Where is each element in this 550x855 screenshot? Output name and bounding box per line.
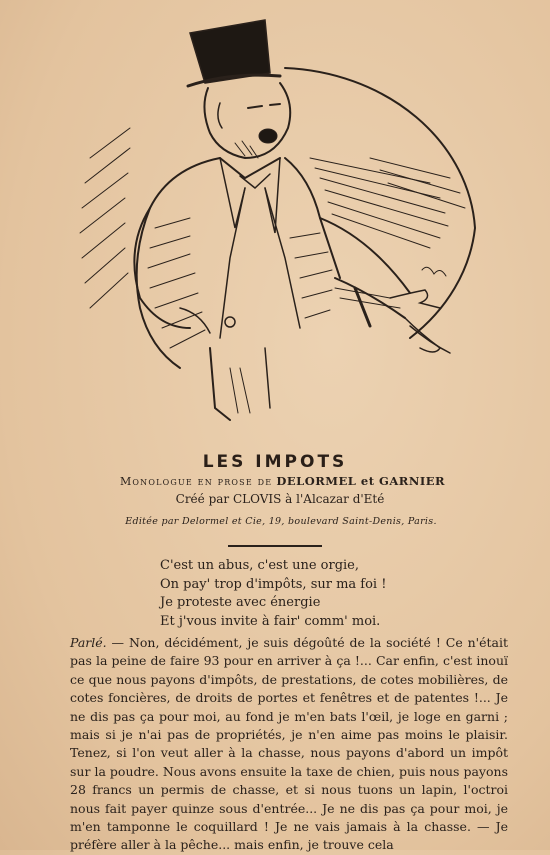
singer-illustration [70, 8, 490, 438]
prose-paragraph [70, 634, 508, 855]
verse-line: Je proteste avec énergie [160, 595, 321, 610]
verse-line: C'est un abus, c'est une orgie, [160, 558, 359, 573]
publisher-line: Editée par Delormel et Cie, 19, boulevard Saint-Denis, Paris. [125, 516, 437, 527]
subtitle-authors: DELORMEL et GARNIER [276, 474, 446, 488]
prose-text: — Non, décidément, je suis dégoûté de la société ! Ce n'était pas la peine de faire 93 pour en arriver à ça !... Car enfin, c'est inouï ce que nous payons d'impôts, de prestations, de cotes mobilières, de cotes foncières, de droits de portes et fenêtres et de patentes !... Je ne dis pas ça pour moi, au fond je m'en bats l'œil, je loge en garni ; mais si je n'ai pas de propriétés, je n'en aime pas moins le plaisir. Tenez, si l'on veut aller à la chasse, nous payons d'abord un impôt sur la poudre. Nous avons ensuite la taxe de chien, puis nous payons 28 francs un permis de chasse, et si nous tuons un lapin, l'octroi nous fait payer quinze sous d'entrée... Je ne dis pas ça pour moi, je m'en tamponne le coquillard ! Je ne vais jamais à la chasse. — Je préfère aller à la pêche... mais enfin, je trouve cela [70, 635, 508, 853]
speaker-label: Parlé. [70, 635, 107, 650]
page-title: LES IMPOTS [202, 452, 348, 472]
verse-line: Et j'vous invite à fair' comm' moi. [160, 613, 381, 629]
section-divider [228, 545, 322, 547]
subtitle-genre: Monologue en prose de [119, 475, 273, 488]
subtitle [0, 474, 550, 488]
verse-line: On pay' trop d'impôts, sur ma foi ! [160, 576, 387, 592]
verse-block [160, 557, 386, 631]
created-by-line: Créé par CLOVIS à l'Alcazar d'Eté [175, 492, 385, 506]
